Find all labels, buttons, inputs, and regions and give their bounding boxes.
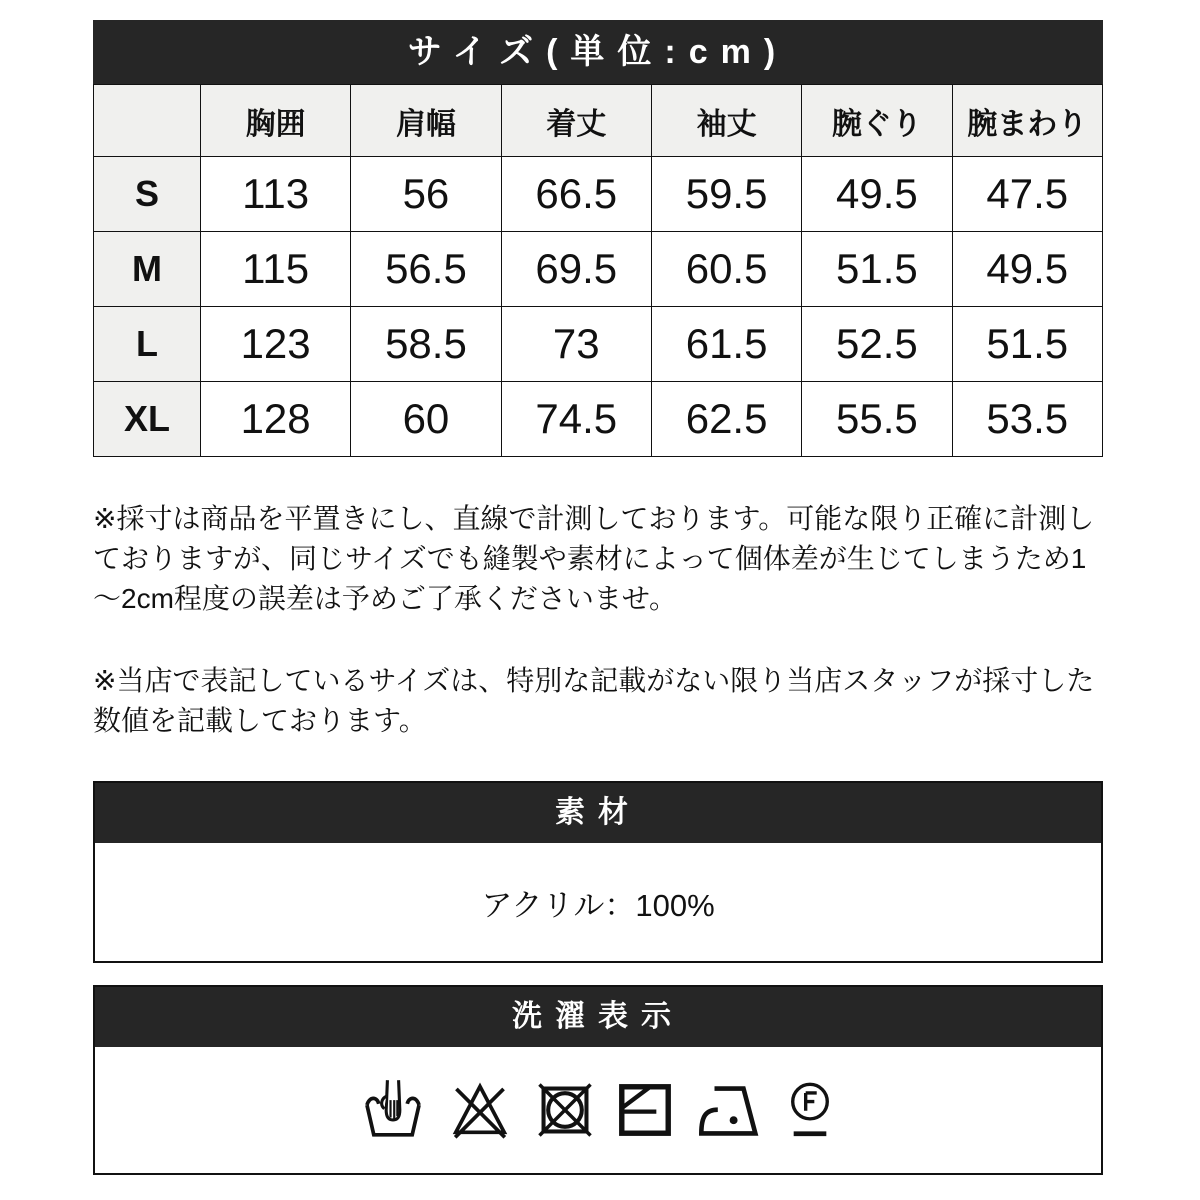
size-value-cell: 52.5 [802,307,952,382]
table-row-m [94,232,1103,307]
do-not-tumble-dry-icon [536,1081,594,1139]
size-value-cell: 53.5 [952,382,1102,457]
size-value-cell: 56 [351,157,501,232]
size-value-cell: 115 [200,232,350,307]
size-value-cell: 56.5 [351,232,501,307]
size-row-label: S [94,157,201,232]
size-value-cell: 49.5 [802,157,952,232]
note-staff-measured: ※当店で表記しているサイズは、特別な記載がない限り当店スタッフが採寸した数値を記載しております。 [93,665,1095,736]
measurement-notes [93,499,1103,741]
size-value-cell: 73 [501,307,651,382]
corner-cell [94,85,201,157]
size-value-cell: 123 [200,307,350,382]
size-value-cell: 51.5 [952,307,1102,382]
size-value-cell: 61.5 [651,307,801,382]
table-row-s [94,157,1103,232]
col-header-shoulder: 肩幅 [351,85,501,157]
size-value-cell: 62.5 [651,382,801,457]
size-value-cell: 74.5 [501,382,651,457]
size-table-title: サイズ(単位:cm) [93,20,1103,84]
do-not-bleach-icon [448,1079,512,1141]
size-value-cell: 58.5 [351,307,501,382]
col-header-arm-width: 腕まわり [952,85,1102,157]
col-header-chest: 胸囲 [200,85,350,157]
washing-icons-row [95,1047,1101,1173]
product-info-image [93,20,1103,1175]
hand-wash-icon [362,1079,424,1141]
col-header-length: 着丈 [501,85,651,157]
washing-section [93,985,1103,1175]
material-title: 素材 [95,783,1101,843]
size-value-cell: 59.5 [651,157,801,232]
size-row-label: XL [94,382,201,457]
table-row-l [94,307,1103,382]
size-row-label: M [94,232,201,307]
washing-title: 洗濯表示 [95,987,1101,1047]
material-body [95,843,1101,961]
petroleum-dry-clean-gentle-icon [786,1080,834,1140]
size-value-cell: 55.5 [802,382,952,457]
size-row-label: L [94,307,201,382]
size-value-cell: 47.5 [952,157,1102,232]
table-row-xl [94,382,1103,457]
size-value-cell: 51.5 [802,232,952,307]
size-value-cell: 60.5 [651,232,801,307]
material-value: アクリル：100% [481,887,715,923]
col-header-sleeve: 袖丈 [651,85,801,157]
size-value-cell: 49.5 [952,232,1102,307]
header-row [94,85,1103,157]
size-chart-section [93,20,1103,457]
note-measurement-method: ※採寸は商品を平置きにし、直線で計測しております。可能な限り正確に計測しておりますが、同じサイズでも縫製や素材によって個体差が生じてしまうため1～2cm程度の誤差は予めご了承くださいませ。 [93,503,1095,614]
size-value-cell: 128 [200,382,350,457]
size-value-cell: 60 [351,382,501,457]
material-section [93,781,1103,963]
size-table [93,84,1103,457]
col-header-armhole: 腕ぐり [802,85,952,157]
size-value-cell: 113 [200,157,350,232]
flat-dry-in-shade-icon [618,1083,672,1137]
iron-low-heat-icon [696,1082,762,1138]
size-value-cell: 66.5 [501,157,651,232]
size-value-cell: 69.5 [501,232,651,307]
